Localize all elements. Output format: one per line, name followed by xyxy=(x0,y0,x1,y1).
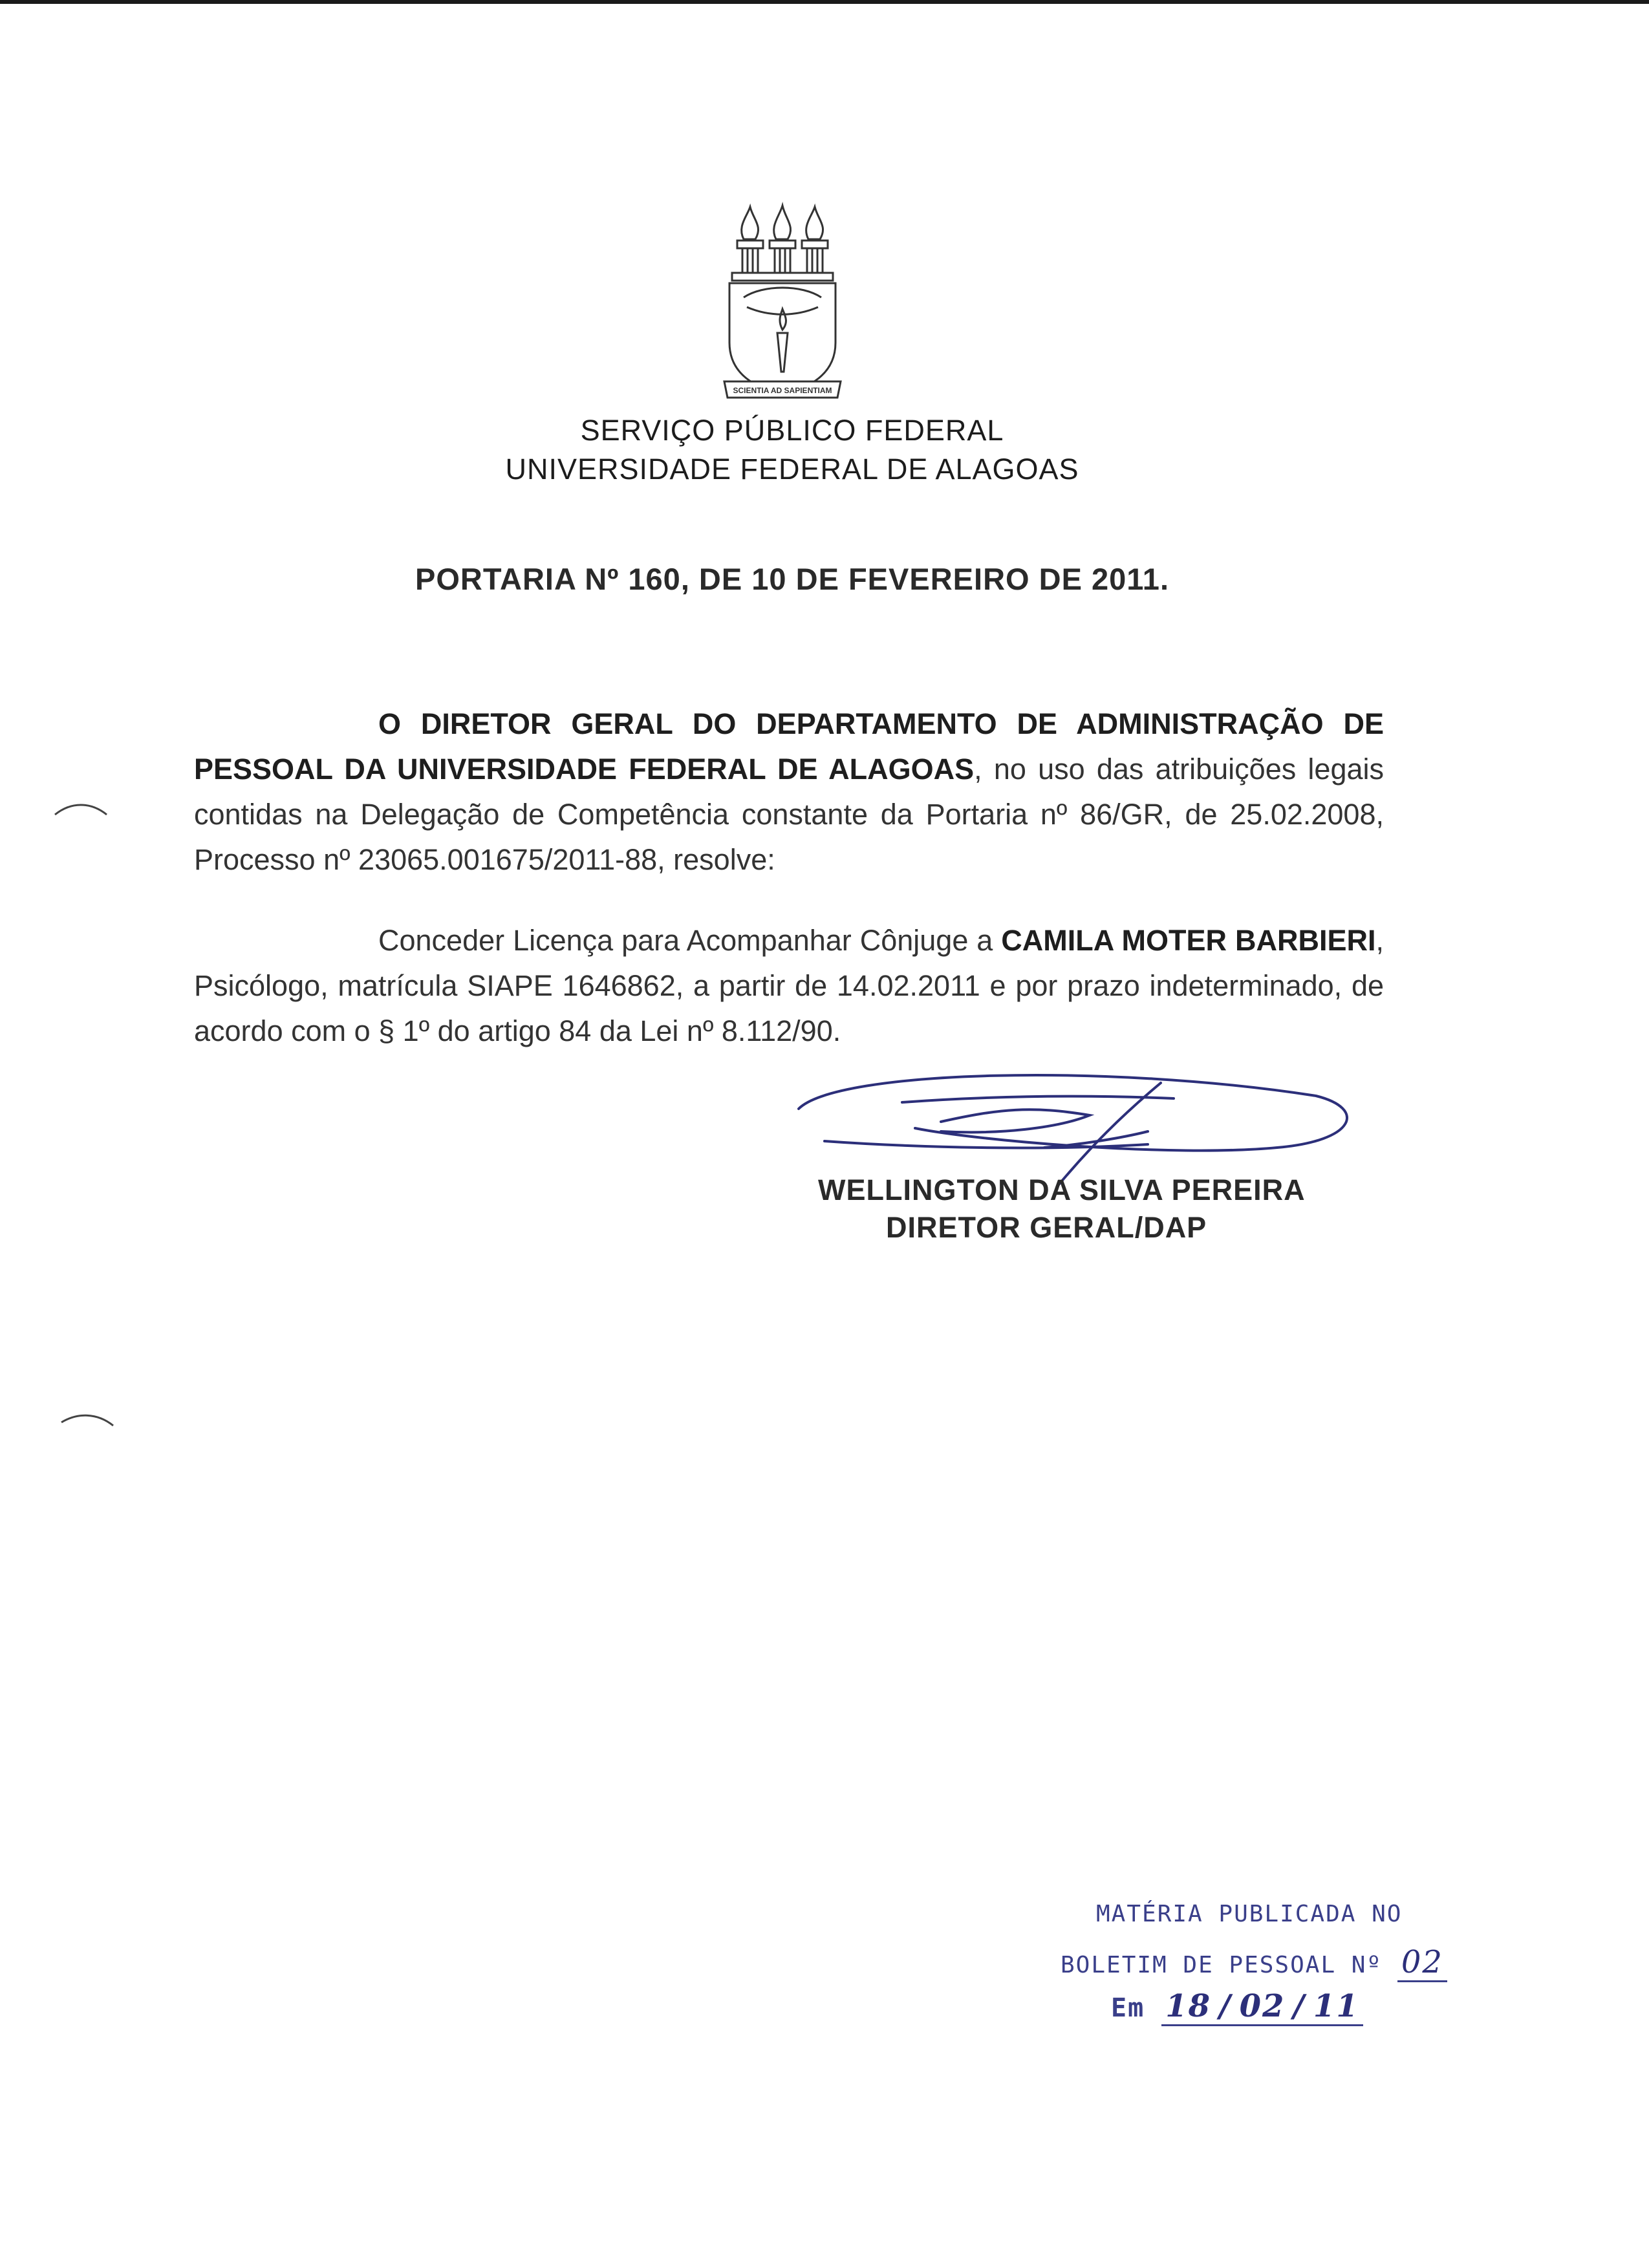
date-year: 11 xyxy=(1310,1988,1363,2026)
preamble-authority: O DIRETOR GERAL DO DEPARTAMENTO DE ADMINISTRAÇÃO DE PESSOAL DA UNIVERSIDADE FEDERAL DE ALAGOAS xyxy=(194,707,1384,786)
date-month: 02 xyxy=(1236,1988,1289,2026)
preamble-paragraph xyxy=(194,701,1384,883)
date-sep-1: / xyxy=(1215,1988,1236,2026)
header-university-line: UNIVERSIDADE FEDERAL DE ALAGOAS xyxy=(505,453,1079,486)
svg-text:SCIENTIA AD SAPIENTIAM: SCIENTIA AD SAPIENTIAM xyxy=(733,386,832,395)
resolution-text: , Psicólogo, matrícula SIAPE 1646862, a partir de 14.02.2011 e por prazo indeterminado, de acordo com o § 1º do artigo 84 da Lei nº 8.112/90. xyxy=(194,924,1384,1047)
header-service-line: SERVIÇO PÚBLICO FEDERAL xyxy=(580,414,1004,447)
resolution-paragraph xyxy=(194,918,1384,1054)
resolution-prefix: Conceder Licença para Acompanhar Cônjuge a xyxy=(378,924,1002,957)
signatory-name: WELLINGTON DA SILVA PEREIRA xyxy=(818,1173,1306,1206)
beneficiary-name: CAMILA MOTER BARBIERI xyxy=(1001,924,1376,957)
publication-stamp-line1: MATÉRIA PUBLICADA NO xyxy=(1096,1901,1403,1927)
publication-stamp-line2 xyxy=(1061,1944,1447,1980)
scan-mark xyxy=(52,795,110,821)
boletim-number-handwritten: 02 xyxy=(1397,1944,1447,1982)
date-sep-2: / xyxy=(1289,1988,1310,2026)
preamble-text: , no uso das atribuições legais contidas na Delegação de Competência constante da Portaria nº 86/GR, de 25.02.2008, Processo nº 23065.001675/2011-88, resolve: xyxy=(194,753,1384,876)
date-day: 18 xyxy=(1161,1988,1215,2026)
scan-mark xyxy=(58,1406,116,1432)
scan-top-edge xyxy=(0,0,1649,4)
signatory-title: DIRETOR GERAL/DAP xyxy=(886,1211,1207,1244)
university-emblem-logo xyxy=(718,200,847,407)
date-label: Em xyxy=(1111,1993,1145,2023)
boletim-label: BOLETIM DE PESSOAL Nº xyxy=(1061,1952,1383,1978)
portaria-title: PORTARIA Nº 160, DE 10 DE FEVEREIRO DE 2011. xyxy=(415,562,1170,596)
publication-stamp-date xyxy=(1111,1988,1363,2024)
